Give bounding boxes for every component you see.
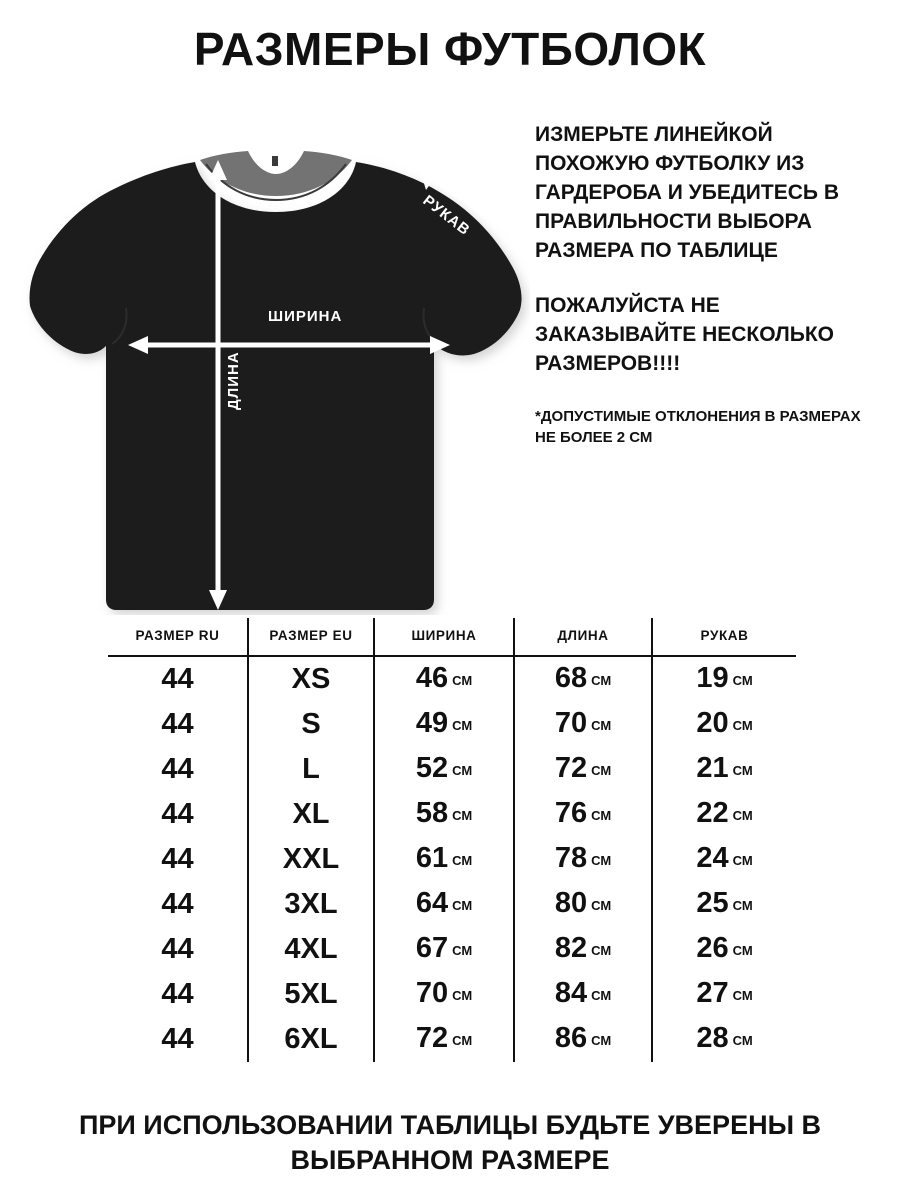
cell-sleeve: 22 СМ: [696, 797, 753, 829]
unit-label: СМ: [452, 808, 473, 823]
table-row: [108, 972, 796, 1017]
header-sleeve: РУКАВ: [652, 618, 796, 656]
unit-label: СМ: [732, 808, 753, 823]
cell-width: 49 СМ: [374, 702, 514, 747]
unit-label: СМ: [452, 763, 473, 778]
table-header-row: [108, 618, 796, 656]
cell-sleeve: 26 СМ: [696, 932, 753, 964]
cell-width: 46 СМ: [374, 656, 514, 702]
cell-eu: L: [248, 747, 374, 792]
unit-label: СМ: [591, 763, 612, 778]
cell-sleeve: 24 СМ: [696, 842, 753, 874]
cell-sleeve: 28 СМ: [696, 1022, 753, 1054]
table-row: [108, 1017, 796, 1062]
unit-label: СМ: [732, 763, 753, 778]
cell-sleeve: 27 СМ: [696, 977, 753, 1009]
unit-label: СМ: [591, 718, 612, 733]
page-title: РАЗМЕРЫ ФУТБОЛОК: [193, 23, 707, 75]
cell-eu: XL: [248, 792, 374, 837]
cell-width: 70 СМ: [374, 972, 514, 1017]
cell-eu: 5XL: [248, 972, 374, 1017]
cell-width: 64 СМ: [374, 882, 514, 927]
unit-label: СМ: [732, 853, 753, 868]
cell-ru: 44: [108, 882, 248, 927]
cell-ru: 44: [108, 927, 248, 972]
unit-label: СМ: [452, 1033, 473, 1048]
cell-length: 80 СМ: [514, 882, 652, 927]
cell-ru: 44: [108, 837, 248, 882]
label-length: ДЛИНА: [225, 351, 242, 410]
unit-label: СМ: [591, 673, 612, 688]
cell-ru: 44: [108, 702, 248, 747]
table-row: [108, 927, 796, 972]
table-row: [108, 837, 796, 882]
header-size-eu: РАЗМЕР EU: [248, 618, 374, 656]
note-tolerance: *ДОПУСТИМЫЕ ОТКЛОНЕНИЯ В РАЗМЕРАХ НЕ БОЛЕЕ 2 СМ: [535, 408, 861, 446]
unit-label: СМ: [591, 943, 612, 958]
unit-label: СМ: [452, 673, 473, 688]
cell-eu: S: [248, 702, 374, 747]
cell-sleeve: 19 СМ: [696, 662, 753, 694]
cell-length: 76 СМ: [514, 792, 652, 837]
size-table: [108, 618, 796, 1062]
cell-sleeve: 21 СМ: [696, 752, 753, 784]
cell-eu: 4XL: [248, 927, 374, 972]
cell-length: 72 СМ: [514, 747, 652, 792]
header-width: ШИРИНА: [374, 618, 514, 656]
cell-width: 61 СМ: [374, 837, 514, 882]
cell-eu: 3XL: [248, 882, 374, 927]
cell-eu: XXL: [248, 837, 374, 882]
unit-label: СМ: [591, 898, 612, 913]
unit-label: СМ: [591, 1033, 612, 1048]
label-width: ШИРИНА: [268, 308, 343, 325]
unit-label: СМ: [732, 988, 753, 1003]
unit-label: СМ: [452, 853, 473, 868]
unit-label: СМ: [732, 898, 753, 913]
header-size-ru: РАЗМЕР RU: [108, 618, 248, 656]
cell-eu: 6XL: [248, 1017, 374, 1062]
cell-length: 86 СМ: [514, 1017, 652, 1062]
header-length: ДЛИНА: [514, 618, 652, 656]
unit-label: СМ: [732, 1033, 753, 1048]
unit-label: СМ: [732, 718, 753, 733]
note-warning: ПОЖАЛУЙСТА НЕ ЗАКАЗЫВАЙТЕ НЕСКОЛЬКО РАЗМЕРОВ!!!!: [535, 294, 835, 375]
unit-label: СМ: [732, 943, 753, 958]
tshirt-graphic: [20, 130, 530, 615]
note-instruction: ИЗМЕРЬТЕ ЛИНЕЙКОЙ ПОХОЖУЮ ФУТБОЛКУ ИЗ ГАРДЕРОБА И УБЕДИТЕСЬ В ПРАВИЛЬНОСТИ ВЫБОРА РАЗМЕРА ПО ТАБЛИЦЕ: [535, 123, 839, 262]
table-row: [108, 702, 796, 747]
size-table-wrapper: [108, 618, 796, 1062]
cell-length: 70 СМ: [514, 702, 652, 747]
cell-sleeve: 20 СМ: [696, 707, 753, 739]
table-row: [108, 656, 796, 702]
unit-label: СМ: [452, 898, 473, 913]
notes-block: [535, 120, 885, 448]
label-sleeve: РУКАВ: [419, 192, 474, 240]
unit-label: СМ: [452, 943, 473, 958]
table-row: [108, 792, 796, 837]
cell-ru: 44: [108, 972, 248, 1017]
tshirt-illustration: [0, 110, 900, 620]
cell-ru: 44: [108, 1017, 248, 1062]
unit-label: СМ: [732, 673, 753, 688]
cell-length: 84 СМ: [514, 972, 652, 1017]
unit-label: СМ: [591, 853, 612, 868]
unit-label: СМ: [452, 988, 473, 1003]
cell-width: 72 СМ: [374, 1017, 514, 1062]
cell-length: 68 СМ: [514, 656, 652, 702]
unit-label: СМ: [452, 718, 473, 733]
cell-sleeve: 25 СМ: [696, 887, 753, 919]
cell-width: 67 СМ: [374, 927, 514, 972]
cell-length: 82 СМ: [514, 927, 652, 972]
cell-width: 58 СМ: [374, 792, 514, 837]
table-row: [108, 747, 796, 792]
cell-ru: 44: [108, 792, 248, 837]
unit-label: СМ: [591, 808, 612, 823]
footer-note: ПРИ ИСПОЛЬЗОВАНИИ ТАБЛИЦЫ БУДЬТЕ УВЕРЕНЫ В ВЫБРАННОМ РАЗМЕРЕ: [78, 1110, 822, 1175]
cell-width: 52 СМ: [374, 747, 514, 792]
table-row: [108, 882, 796, 927]
cell-ru: 44: [108, 747, 248, 792]
unit-label: СМ: [591, 988, 612, 1003]
cell-length: 78 СМ: [514, 837, 652, 882]
cell-eu: XS: [248, 656, 374, 702]
cell-ru: 44: [108, 656, 248, 702]
